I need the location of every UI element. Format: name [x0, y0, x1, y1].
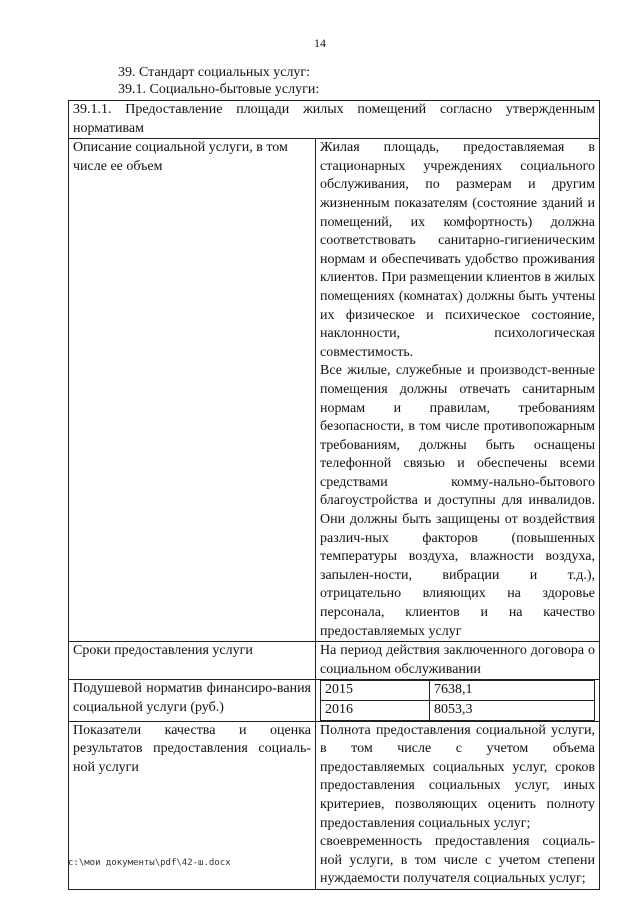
row-label-terms: Сроки предоставления услуги: [69, 642, 316, 680]
row-value-funding: [316, 680, 600, 721]
section-heading: 39. Стандарт социальных услуг:: [118, 65, 311, 80]
row-value-quality: [316, 721, 600, 889]
document-file-path: c:\мои документы\pdf\42-ш.docx: [68, 858, 231, 868]
funding-row: [321, 681, 595, 701]
row-value-terms: На период действия заключенного договора о социальном обслуживании: [316, 642, 600, 680]
row-label-quality: Показатели качества и оценка результатов предоставления социаль-ной услуги: [69, 721, 316, 889]
table-title: 39.1.1. Предоставление площади жилых помещений согласно утвержденным нормативам: [69, 101, 600, 139]
table-title-row: [69, 101, 600, 139]
quality-paragraph: Полнота предоставления социальной услуги, в том числе с учетом объема предоставляемых социальных услуг, сроков предоставления социальных услуг, иных критериев, позволяющих оценить полноту предоставления социальных услуг;: [320, 722, 595, 831]
service-standard-table: [68, 100, 600, 890]
row-label-funding: Подушевой норматив финансиро-вания социальной услуги (руб.): [69, 680, 316, 721]
table-row-funding: [69, 680, 600, 721]
funding-year: 2015: [321, 681, 430, 701]
funding-amount: 8053,3: [430, 701, 595, 721]
description-paragraph: Жилая площадь, предоставляемая в стационарных учреждениях социального обслуживания, по размерам и другим жизненным показателям (состояние зданий и помещений, их комфортность) должна соответствовать санитарно-гигиеническим нормам и обеспечивать удобство проживания клиентов. При размещении клиентов в жилых помещениях (комнатах) должны быть учтены их физическое и психическое состояние, наклонности, психологическая совместимость.: [320, 140, 595, 360]
table-row-description: [69, 139, 600, 642]
funding-amount: 7638,1: [430, 681, 595, 701]
funding-row: [321, 701, 595, 721]
quality-paragraph: своевременность предоставления социаль-ной услуги, в том числе с учетом степени нуждаемости получателя социальных услуг;: [320, 834, 595, 887]
funding-subtable: [320, 680, 595, 720]
row-value-description: [316, 139, 600, 642]
funding-year: 2016: [321, 701, 430, 721]
page-number: 14: [314, 36, 326, 50]
subsection-heading: 39.1. Социально-бытовые услуги:: [118, 82, 320, 97]
description-paragraph: Все жилые, служебные и производст-венные помещения должны отвечать санитарным нормам и правилам, требованиям безопасности, в том числе противопожарным требованиям, должны быть оснащены телефонной связью и обеспечены всеми средствами комму-нально-бытового благоустройства и доступны для инвалидов. Они должны быть защищены от воздействия различ-ных факторов (повышенных температуры воздуха, влажности воздуха, запылен-ности, вибрации и т.д.), отрицательно влияющих на здоровье персонала, клиентов и на качество предоставляемых услуг: [320, 363, 595, 639]
row-label-description: Описание социальной услуги, в том числе ее объем: [69, 139, 316, 642]
table-row-terms: [69, 642, 600, 680]
